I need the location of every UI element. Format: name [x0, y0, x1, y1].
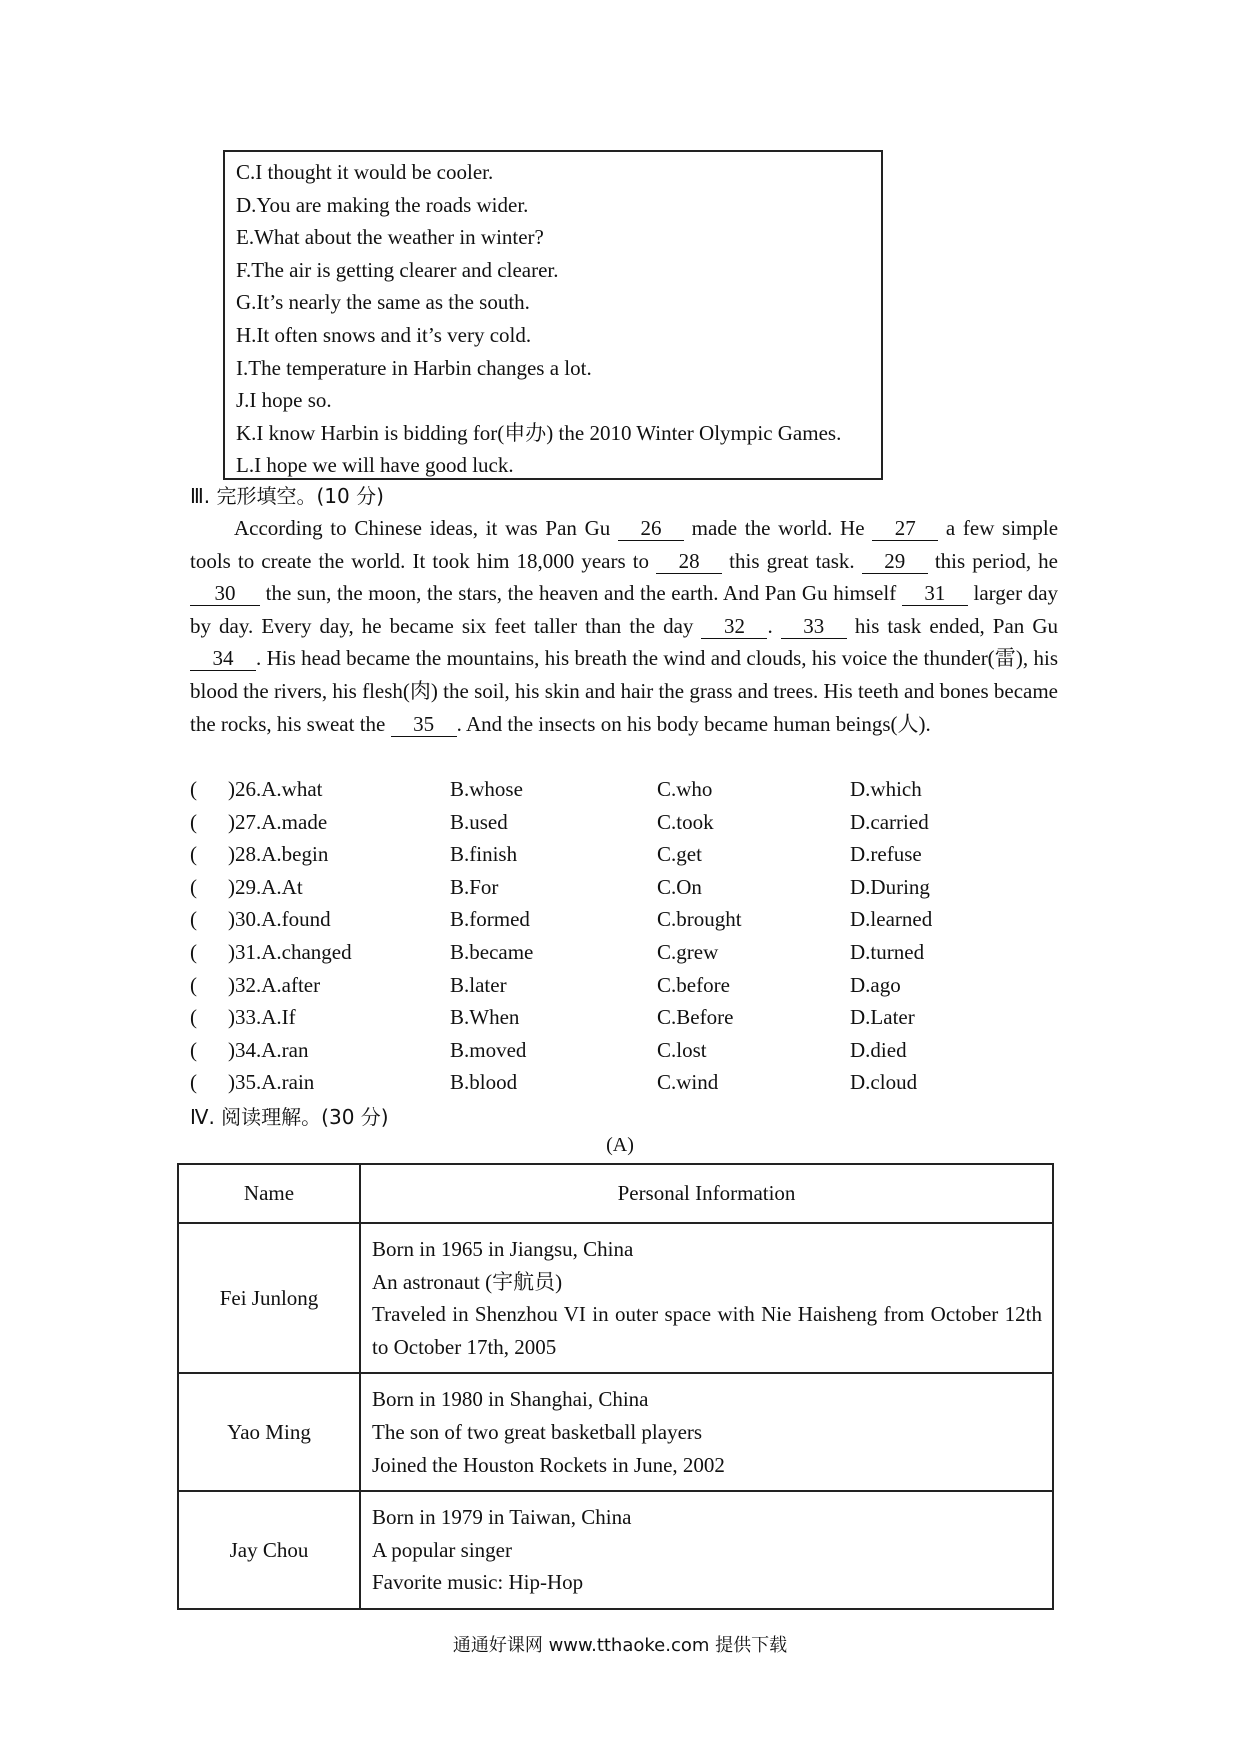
blank-27: 27	[872, 516, 938, 541]
question-row	[190, 936, 1010, 969]
answer-paren: (	[190, 1005, 197, 1030]
option-b: B.moved	[450, 1037, 527, 1062]
blank-31: 31	[902, 581, 968, 606]
option-d: D.turned	[850, 939, 925, 964]
option-d: D.died	[850, 1037, 907, 1062]
option-a: )31.A.changed	[228, 939, 352, 964]
blank-29: 29	[862, 549, 928, 574]
blank-34: 34	[190, 646, 256, 671]
info-line: Traveled in Shenzhou VI in outer space with Nie Haisheng from October 12th to October 17th, 2005	[372, 1302, 1042, 1359]
answer-paren: (	[190, 809, 197, 834]
option-a: )30.A.found	[228, 907, 331, 932]
question-row	[190, 1066, 1010, 1099]
option-f: F.The air is getting clearer and clearer.	[236, 257, 559, 282]
person-info	[360, 1491, 1053, 1609]
option-j: J.I hope so.	[236, 388, 332, 413]
answer-paren: (	[190, 1070, 197, 1095]
table-row	[178, 1491, 1053, 1609]
option-a: )33.A.If	[228, 1005, 296, 1030]
passage-text: .	[767, 613, 773, 638]
option-b: B.finish	[450, 842, 518, 867]
option-d: D.refuse	[850, 842, 922, 867]
passage-text: this great task.	[729, 548, 855, 573]
person-name: Yao Ming	[178, 1373, 360, 1491]
option-a: )35.A.rain	[228, 1070, 315, 1095]
option-c: C.get	[657, 842, 702, 867]
option-d: D.cloud	[850, 1070, 918, 1095]
question-row	[190, 806, 1010, 839]
question-row	[190, 903, 1010, 936]
option-d: D.learned	[850, 907, 933, 932]
passage-text: the sun, the moon, the stars, the heaven and the earth. And Pan Gu himself	[265, 581, 897, 606]
question-row	[190, 773, 1010, 806]
option-a: )32.A.after	[228, 972, 321, 997]
info-line: Born in 1980 in Shanghai, China	[372, 1387, 649, 1412]
question-row	[190, 969, 1010, 1002]
option-b: B.used	[450, 809, 508, 834]
answer-paren: (	[190, 777, 197, 801]
option-c: C.grew	[657, 939, 719, 964]
info-line: Joined the Houston Rockets in June, 2002	[372, 1452, 725, 1477]
question-row	[190, 838, 1010, 871]
info-line: Favorite music: Hip-Hop	[372, 1570, 584, 1595]
person-name: Fei Junlong	[178, 1223, 360, 1373]
blank-28: 28	[656, 549, 722, 574]
option-h: H.It often snows and it’s very cold.	[236, 322, 532, 347]
info-line: The son of two great basketball players	[372, 1419, 703, 1444]
option-d: D.During	[850, 874, 930, 899]
cloze-passage	[190, 512, 1058, 740]
passage-text: a few simple tools to create the world. It took him 18,000 years to	[190, 516, 1059, 573]
answer-paren: (	[190, 972, 197, 997]
option-a: )29.A.At	[228, 874, 303, 899]
option-d: D.which	[850, 777, 922, 801]
question-list	[190, 773, 1010, 1099]
table-row	[178, 1223, 1053, 1373]
section-3-heading: Ⅲ. 完形填空。(10 分)	[190, 484, 384, 508]
answer-paren: (	[190, 874, 197, 899]
option-b: B.For	[450, 874, 499, 899]
option-c: C.wind	[657, 1070, 719, 1095]
blank-35: 35	[391, 712, 457, 737]
question-row	[190, 871, 1010, 904]
table-row	[178, 1373, 1053, 1491]
option-c: C.brought	[657, 907, 742, 932]
passage-text: . And the insects on his body became human beings(人).	[456, 711, 931, 736]
blank-33: 33	[781, 614, 847, 639]
answer-paren: (	[190, 907, 197, 932]
question-row	[190, 1001, 1010, 1034]
option-c: C.On	[657, 874, 702, 899]
option-a: )28.A.begin	[228, 842, 329, 867]
option-b: B.whose	[450, 777, 523, 801]
page-footer: 通通好课网 www.tthaoke.com 提供下载	[452, 1635, 788, 1656]
option-c: C.before	[657, 972, 730, 997]
passage-text: According to Chinese ideas, it was Pan Gu	[234, 516, 611, 540]
option-d: D.carried	[850, 809, 929, 834]
blank-32: 32	[701, 614, 767, 639]
blank-26: 26	[618, 516, 684, 541]
passage-text: made the world. He	[691, 516, 865, 540]
option-a: )26.A.what	[228, 777, 323, 801]
passage-text: this period, he	[934, 548, 1058, 573]
answer-paren: (	[190, 939, 197, 964]
table-header-row	[178, 1164, 1053, 1223]
option-e: E.What about the weather in winter?	[236, 225, 544, 250]
option-b: B.When	[450, 1005, 520, 1030]
option-d: D.ago	[850, 972, 901, 997]
option-k: K.I know Harbin is bidding for(申办) the 2010 Winter Olympic Games.	[236, 420, 842, 445]
answer-paren: (	[190, 1037, 197, 1062]
column-header-name: Name	[178, 1164, 360, 1223]
info-line: An astronaut (宇航员)	[372, 1269, 563, 1294]
option-b: B.later	[450, 972, 507, 997]
option-b: B.formed	[450, 907, 530, 932]
question-row	[190, 1034, 1010, 1067]
option-d: D.Later	[850, 1005, 915, 1030]
passage-text: his task ended, Pan Gu	[854, 613, 1058, 638]
info-line: Born in 1979 in Taiwan, China	[372, 1505, 632, 1530]
options-box	[223, 150, 883, 480]
person-info	[360, 1223, 1053, 1373]
option-i: I.The temperature in Harbin changes a lot.	[236, 355, 592, 380]
option-c: C.who	[657, 777, 713, 801]
option-b: B.became	[450, 939, 534, 964]
info-line: A popular singer	[372, 1537, 512, 1562]
person-name: Jay Chou	[178, 1491, 360, 1609]
option-l: L.I hope we will have good luck.	[236, 453, 514, 478]
info-line: Born in 1965 in Jiangsu, China	[372, 1237, 634, 1261]
option-a: )27.A.made	[228, 809, 328, 834]
passage-label: (A)	[606, 1134, 634, 1156]
passage-text: larger day by day. Every day, he became six feet taller than the day	[190, 581, 1059, 638]
personal-info-table	[177, 1163, 1054, 1610]
option-a: )34.A.ran	[228, 1037, 309, 1062]
option-d: D.You are making the roads wider.	[236, 192, 529, 217]
person-info	[360, 1373, 1053, 1491]
section-4-heading: Ⅳ. 阅读理解。(30 分)	[190, 1105, 389, 1129]
passage-text: . His head became the mountains, his breath the wind and clouds, his voice the thunder(雷), his blood the rivers, his flesh(肉) the soil, his skin and hair the grass and trees. His teeth and bones became the rocks, his sweat the	[190, 646, 1058, 736]
option-g: G.It’s nearly the same as the south.	[236, 290, 530, 315]
option-c: C.took	[657, 809, 714, 834]
option-b: B.blood	[450, 1070, 518, 1095]
column-header-info: Personal Information	[360, 1164, 1053, 1223]
option-c: C.Before	[657, 1005, 734, 1030]
answer-paren: (	[190, 842, 197, 867]
option-c: C.lost	[657, 1037, 707, 1062]
option-c: C.I thought it would be cooler.	[236, 160, 494, 184]
blank-30: 30	[190, 581, 260, 606]
